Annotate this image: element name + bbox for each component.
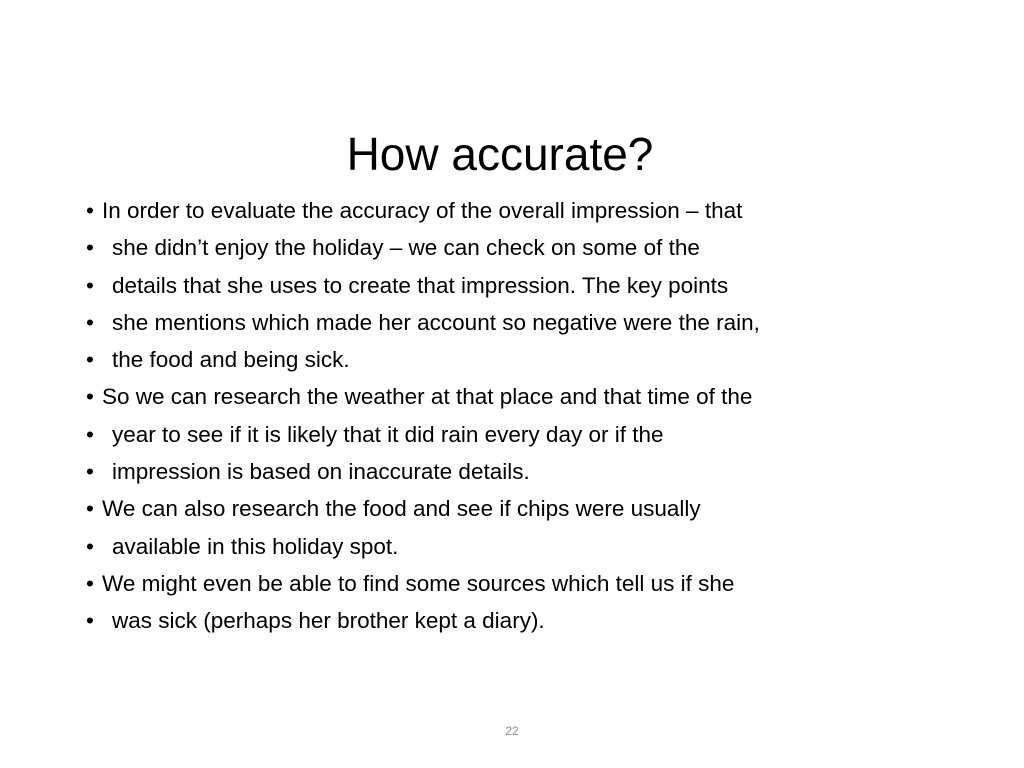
bullet-line xyxy=(86,416,996,453)
bullet-text: impression is based on inaccurate details. xyxy=(112,459,530,485)
bullet-line xyxy=(86,341,996,378)
bullet-line xyxy=(86,192,996,229)
bullet-text: details that she uses to create that impression. The key points xyxy=(112,272,729,298)
bullet-line xyxy=(86,528,996,565)
bullet-text: In order to evaluate the accuracy of the overall impression – that xyxy=(102,198,743,223)
bullet-text: We can also research the food and see if chips were usually xyxy=(102,496,701,522)
bullet-icon: • xyxy=(86,235,94,261)
bullet-icon: • xyxy=(86,496,94,522)
bullet-text: available in this holiday spot. xyxy=(112,533,399,559)
bullet-line xyxy=(86,378,996,415)
bullet-icon: • xyxy=(86,533,94,559)
bullet-icon: • xyxy=(86,459,94,485)
bullet-icon: • xyxy=(86,309,94,335)
slide-title: How accurate? xyxy=(346,128,654,180)
bullet-icon: • xyxy=(86,608,94,634)
bullet-text: was sick (perhaps her brother kept a diary). xyxy=(112,608,545,634)
bullet-icon: • xyxy=(86,421,94,447)
bullet-text: she mentions which made her account so negative were the rain, xyxy=(112,309,760,335)
bullet-line xyxy=(86,565,996,602)
bullet-icon: • xyxy=(86,272,94,298)
bullet-text: We might even be able to find some sources which tell us if she xyxy=(102,570,735,596)
bullet-line xyxy=(86,602,996,639)
bullet-icon: • xyxy=(86,347,94,373)
bullet-text: the food and being sick. xyxy=(112,347,350,373)
bullet-line xyxy=(86,453,996,490)
bullet-line xyxy=(86,490,996,527)
slide-number: 22 xyxy=(505,724,519,738)
bullet-icon: • xyxy=(86,570,94,596)
bullet-text: So we can research the weather at that place and that time of the xyxy=(102,384,753,410)
bullet-line xyxy=(86,304,996,341)
bullet-list xyxy=(86,192,996,640)
bullet-line xyxy=(86,267,996,304)
bullet-icon: • xyxy=(86,384,94,410)
bullet-icon: • xyxy=(86,198,94,223)
bullet-text: year to see if it is likely that it did rain every day or if the xyxy=(112,421,664,447)
bullet-line xyxy=(86,229,996,266)
bullet-text: she didn’t enjoy the holiday – we can check on some of the xyxy=(112,235,700,261)
